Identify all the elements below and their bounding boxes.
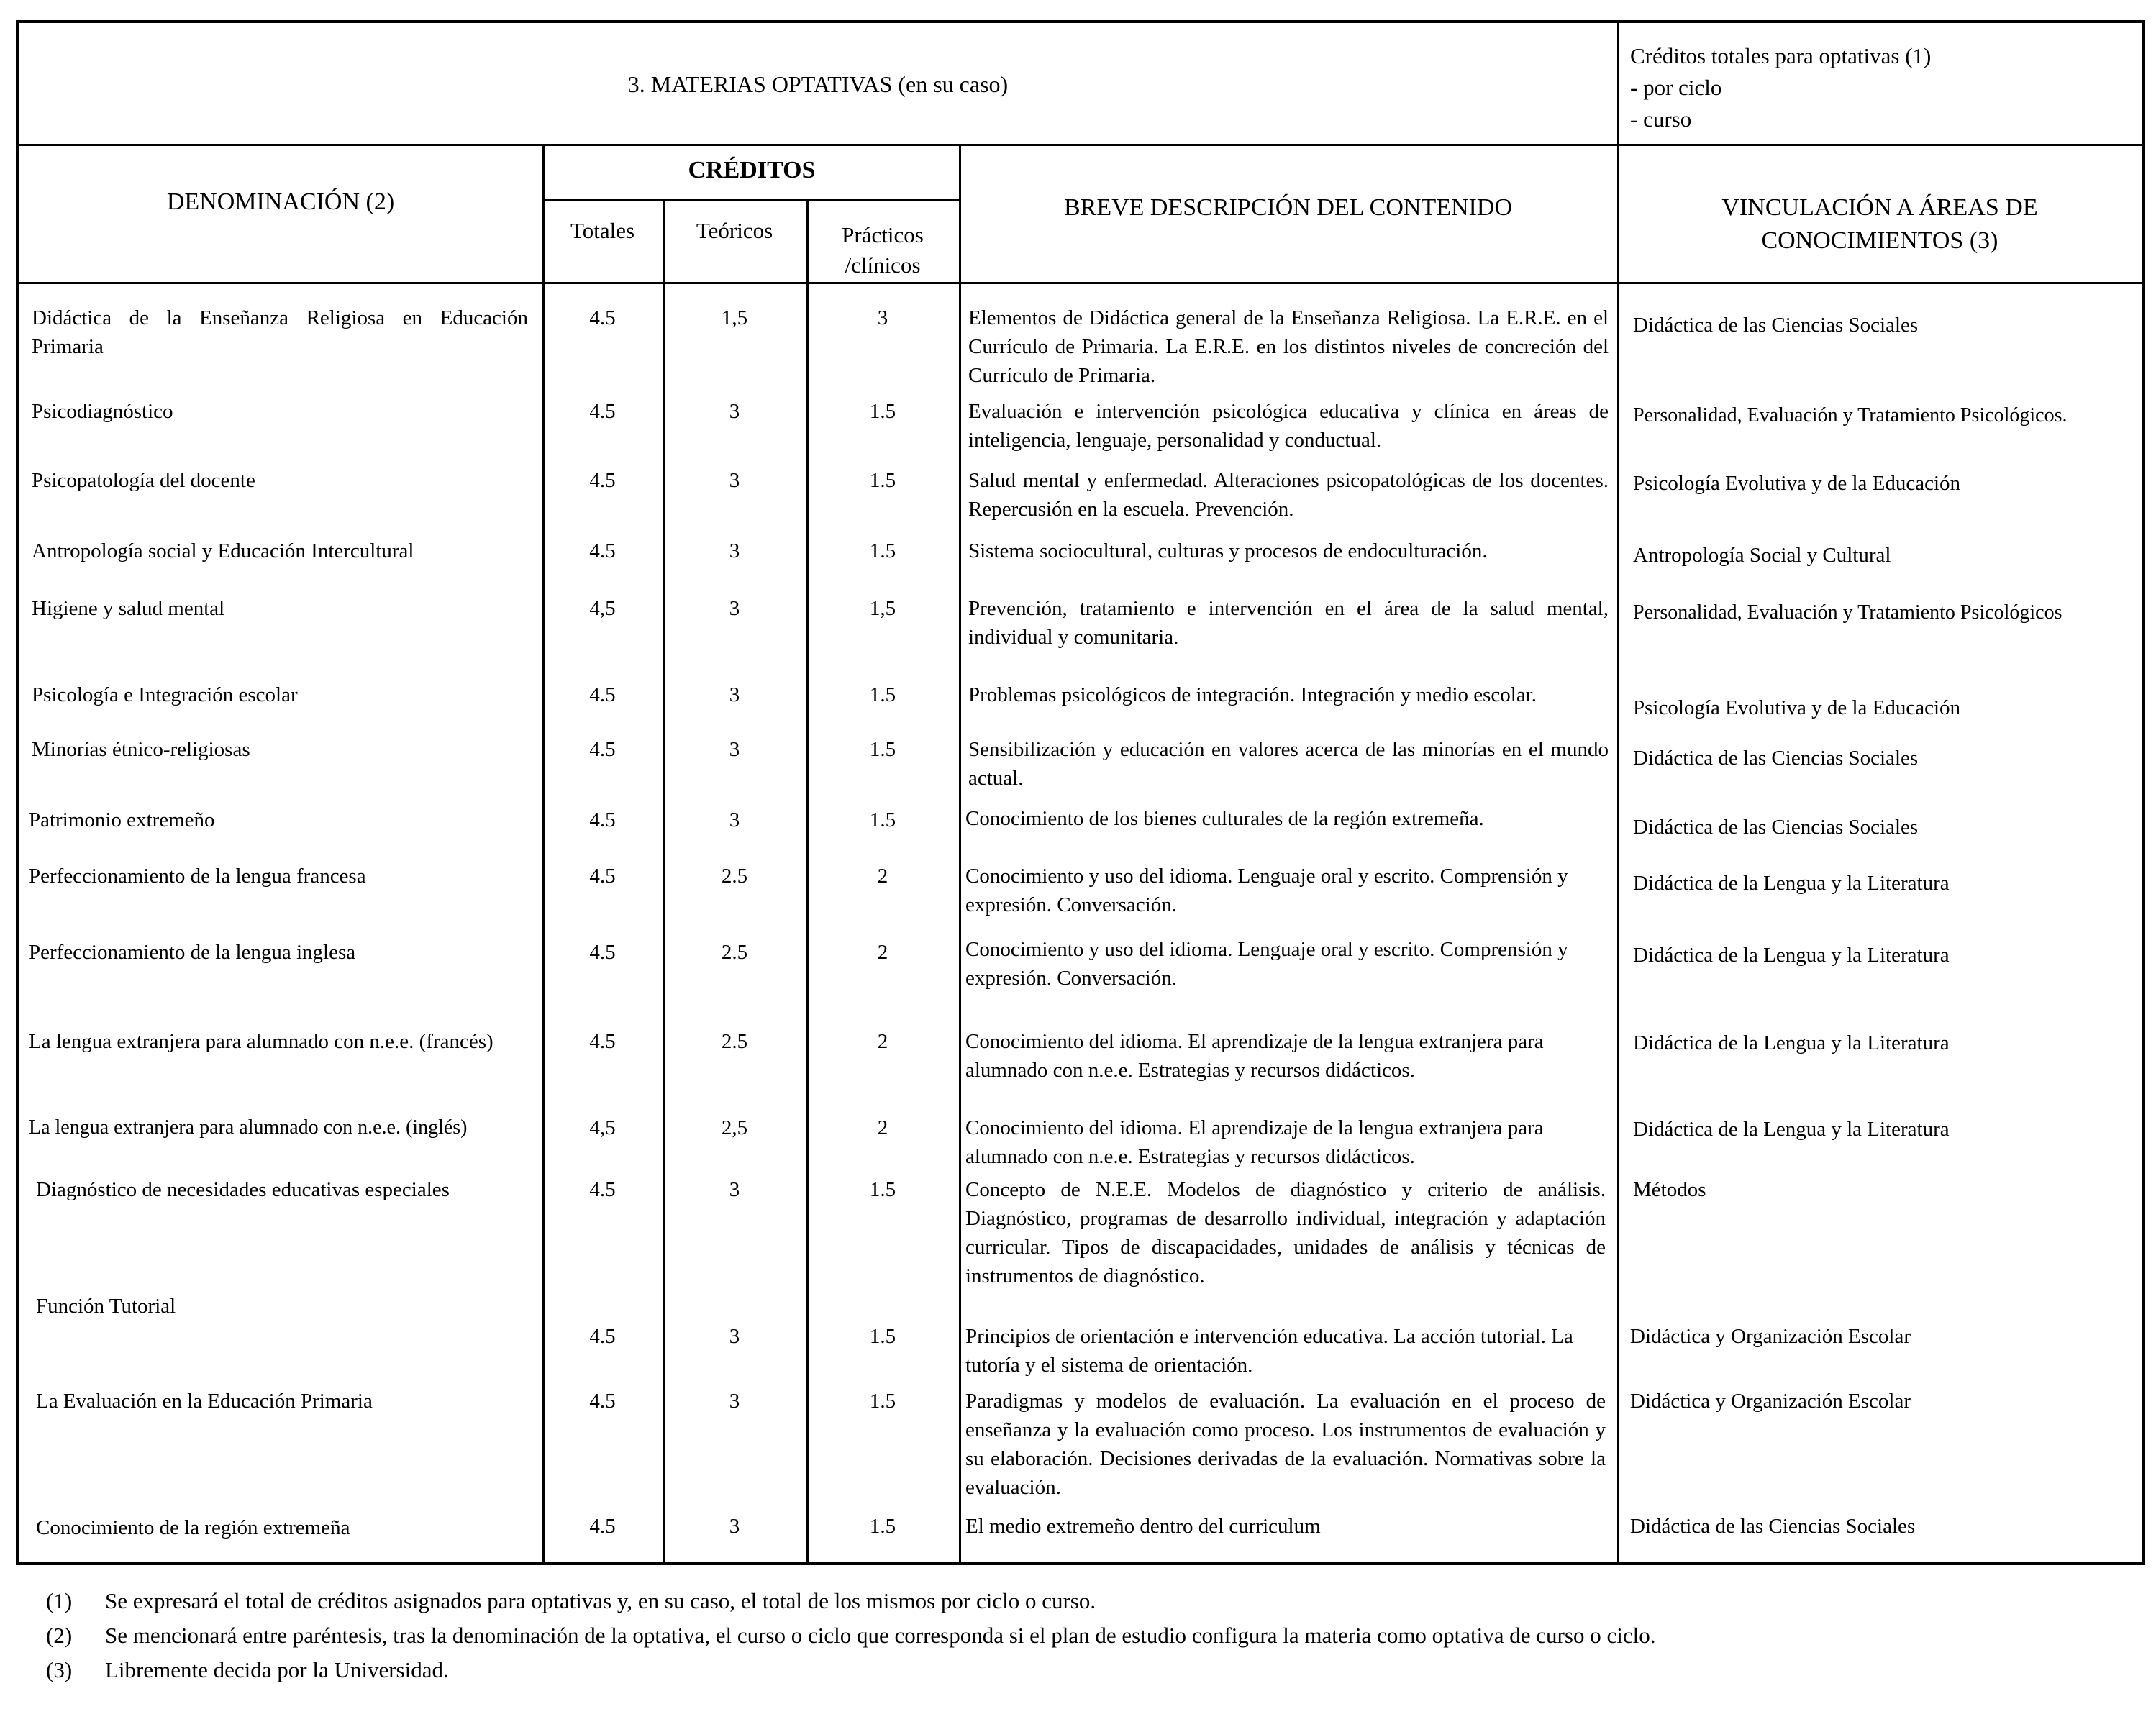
optional-subjects-table — [16, 20, 2145, 1565]
header-creditos: CRÉDITOS — [688, 157, 816, 183]
row-area: Didáctica de las Ciencias Sociales — [1633, 816, 1919, 839]
row-description: Conocimiento del idioma. El aprendizaje de la lengua extranjera para alumnado con n.e.e. Estrategias y recursos didácticos. — [965, 1116, 1544, 1168]
header-vinculacion-line2: CONOCIMIENTOS (3) — [1761, 227, 1998, 254]
header-vinculacion-line1: VINCULACIÓN A ÁREAS DE — [1721, 194, 2038, 221]
row-area: Métodos — [1633, 1178, 1706, 1201]
row-teoricos: 1,5 — [721, 306, 748, 329]
row-practicos: 1.5 — [869, 738, 896, 761]
row-area: Didáctica de la Lengua y la Literatura — [1633, 1031, 1950, 1054]
header-totales: Totales — [570, 218, 635, 243]
header-bottom-divider — [19, 282, 2142, 284]
row-area: Didáctica de las Ciencias Sociales — [1630, 1515, 1916, 1538]
row-name: Psicopatología del docente — [32, 469, 255, 492]
row-teoricos: 3 — [729, 469, 740, 492]
row-totales: 4.5 — [589, 1178, 616, 1201]
row-name: Antropología social y Educación Intercultural — [32, 539, 414, 562]
header-teoricos: Teóricos — [696, 218, 773, 243]
row-area: Didáctica de la Lengua y la Literatura — [1633, 1118, 1950, 1141]
footnote-text: Libremente decida por la Universidad. — [105, 1657, 449, 1682]
row-totales: 4.5 — [589, 469, 616, 492]
row-area: Didáctica de las Ciencias Sociales — [1633, 747, 1919, 770]
row-name: Psicodiagnóstico — [32, 400, 173, 423]
row-name: La lengua extranjera para alumnado con n.e.e. (inglés) — [29, 1116, 468, 1139]
row-teoricos: 3 — [729, 1325, 740, 1348]
credits-per-cycle-label: - por ciclo — [1630, 75, 1722, 100]
section-title: 3. MATERIAS OPTATIVAS (en su caso) — [627, 71, 1009, 97]
row-area: Didáctica de la Lengua y la Literatura — [1633, 944, 1950, 967]
row-teoricos: 3 — [729, 1178, 740, 1201]
row-totales: 4.5 — [589, 941, 616, 964]
row-totales: 4.5 — [589, 1515, 616, 1538]
row-practicos: 2 — [877, 941, 888, 964]
row-description: Concepto de N.E.E. Modelos de diagnóstico y criterio de análisis. Diagnóstico, programas de desarrollo individual, integración y adaptación curricular. Tipos de discapacidades, unidades de análisis y técnicas de instrumentos de diagnóstico. — [965, 1178, 1606, 1288]
row-name: Conocimiento de la región extremeña — [36, 1516, 350, 1539]
row-teoricos: 3 — [729, 597, 740, 620]
row-description: Principios de orientación e intervención educativa. La acción tutorial. La tutoría y el sistema de orientación. — [965, 1325, 1573, 1377]
row-teoricos: 3 — [729, 808, 740, 831]
row-description: Conocimiento y uso del idioma. Lenguaje oral y escrito. Comprensión y expresión. Conversación. — [965, 865, 1568, 916]
header-practicos-line1: Prácticos — [842, 222, 924, 247]
row-area: Didáctica de la Lengua y la Literatura — [1633, 872, 1950, 895]
row-description: Conocimiento de los bienes culturales de la región extremeña. — [965, 807, 1484, 830]
row-practicos: 1,5 — [869, 597, 896, 620]
row-name: Higiene y salud mental — [32, 597, 225, 620]
row-practicos: 1.5 — [869, 808, 896, 831]
row-totales: 4.5 — [589, 808, 616, 831]
row-totales: 4.5 — [589, 1325, 616, 1348]
row-area: Psicología Evolutiva y de la Educación — [1633, 472, 1961, 495]
col-divider-creditos — [959, 144, 961, 1565]
row-totales: 4.5 — [589, 1030, 616, 1053]
row-teoricos: 3 — [729, 683, 740, 706]
row-teoricos: 3 — [729, 738, 740, 761]
row-teoricos: 3 — [729, 400, 740, 423]
row-description: Salud mental y enfermedad. Alteraciones psicopatológicas de los docentes. Repercusión en la escuela. Prevención. — [968, 469, 1609, 521]
row-name: La lengua extranjera para alumnado con n.e.e. (francés) — [29, 1030, 493, 1053]
row-practicos: 1.5 — [869, 1390, 896, 1413]
row-teoricos: 2,5 — [721, 1116, 748, 1139]
row-name: Perfeccionamiento de la lengua francesa — [29, 865, 366, 888]
row-area: Didáctica y Organización Escolar — [1630, 1390, 1911, 1413]
title-row-divider — [19, 144, 2142, 146]
row-area: Didáctica de las Ciencias Sociales — [1633, 314, 1919, 337]
row-totales: 4.5 — [589, 683, 616, 706]
row-area: Psicología Evolutiva y de la Educación — [1633, 696, 1961, 719]
row-description: Prevención, tratamiento e intervención en el área de la salud mental, individual y comunitaria. — [968, 597, 1609, 649]
row-area: Antropología Social y Cultural — [1633, 544, 1891, 567]
row-name: Diagnóstico de necesidades educativas especiales — [36, 1178, 450, 1201]
row-practicos: 3 — [877, 306, 888, 329]
credits-total-box — [1630, 40, 1931, 135]
header-vinculacion — [1617, 191, 2142, 258]
row-practicos: 1.5 — [869, 539, 896, 562]
footnote-number: (1) — [46, 1588, 73, 1613]
footnotes — [46, 1584, 1655, 1687]
footnote-text: Se mencionará entre paréntesis, tras la denominación de la optativa, el curso o ciclo que corresponda si el plan de estudio configura la materia como optativa de curso o ciclo. — [105, 1623, 1656, 1648]
row-name: Función Tutorial — [36, 1295, 176, 1318]
row-practicos: 2 — [877, 865, 888, 888]
row-description: Evaluación e intervención psicológica educativa y clínica en áreas de inteligencia, lenguaje, personalidad y conductual. — [968, 400, 1609, 452]
footnote-number: (2) — [46, 1623, 73, 1648]
footnote-text: Se expresará el total de créditos asignados para optativas y, en su caso, el total de los mismos por ciclo o curso. — [105, 1588, 1096, 1613]
row-name: Patrimonio extremeño — [29, 808, 215, 831]
row-practicos: 2 — [877, 1030, 888, 1053]
row-teoricos: 3 — [729, 1390, 740, 1413]
row-description: Conocimiento y uso del idioma. Lenguaje oral y escrito. Comprensión y expresión. Conversación. — [965, 938, 1568, 990]
header-practicos — [806, 220, 959, 281]
row-description: Sensibilización y educación en valores acerca de las minorías en el mundo actual. — [968, 738, 1609, 790]
row-area: Personalidad, Evaluación y Tratamiento Psicológicos — [1633, 601, 2062, 624]
row-totales: 4,5 — [589, 1116, 616, 1139]
row-description: Sistema sociocultural, culturas y procesos de endoculturación. — [968, 539, 1488, 562]
credits-per-course-label: - curso — [1630, 106, 1692, 132]
row-description: Conocimiento del idioma. El aprendizaje de la lengua extranjera para alumnado con n.e.e. Estrategias y recursos didácticos. — [965, 1030, 1544, 1082]
header-descripcion: BREVE DESCRIPCIÓN DEL CONTENIDO — [1063, 194, 1512, 221]
row-description: El medio extremeño dentro del curriculum — [965, 1515, 1321, 1538]
row-practicos: 1.5 — [869, 469, 896, 492]
row-totales: 4,5 — [589, 597, 616, 620]
row-practicos: 1.5 — [869, 1178, 896, 1201]
footnote — [46, 1653, 1655, 1687]
row-totales: 4.5 — [589, 738, 616, 761]
row-name: Psicología e Integración escolar — [32, 683, 298, 706]
row-practicos: 1.5 — [869, 400, 896, 423]
row-practicos: 2 — [877, 1116, 888, 1139]
row-teoricos: 2.5 — [721, 941, 748, 964]
row-name: Didáctica de la Enseñanza Religiosa en Educación Primaria — [32, 306, 528, 358]
col-divider-descripcion — [1617, 144, 1619, 1565]
row-description: Problemas psicológicos de integración. Integración y medio escolar. — [968, 683, 1537, 706]
footnote — [46, 1618, 1655, 1653]
row-practicos: 1.5 — [869, 683, 896, 706]
row-teoricos: 3 — [729, 1515, 740, 1538]
footnote — [46, 1584, 1655, 1618]
row-totales: 4.5 — [589, 1390, 616, 1413]
row-totales: 4.5 — [589, 865, 616, 888]
row-name: Perfeccionamiento de la lengua inglesa — [29, 941, 356, 964]
header-practicos-line2: /clínicos — [845, 252, 921, 278]
creditos-subheader-divider — [542, 199, 961, 201]
row-description: Elementos de Didáctica general de la Enseñanza Religiosa. La E.R.E. en el Currículo de Primaria. La E.R.E. en los distintos niveles de concreción del Currículo de Primaria. — [968, 306, 1609, 387]
row-practicos: 1.5 — [869, 1325, 896, 1348]
row-area: Didáctica y Organización Escolar — [1630, 1325, 1911, 1348]
title-credits-divider — [1617, 23, 1619, 144]
row-name: La Evaluación en la Educación Primaria — [36, 1390, 373, 1413]
row-area: Personalidad, Evaluación y Tratamiento Psicológicos. — [1633, 404, 2068, 427]
row-practicos: 1.5 — [869, 1515, 896, 1538]
col-divider-denominacion — [542, 144, 545, 1565]
row-name: Minorías étnico-religiosas — [32, 738, 250, 761]
row-totales: 4.5 — [589, 400, 616, 423]
row-teoricos: 2.5 — [721, 865, 748, 888]
footnote-number: (3) — [46, 1657, 73, 1682]
row-teoricos: 2.5 — [721, 1030, 748, 1053]
header-denominacion: DENOMINACIÓN (2) — [166, 188, 395, 215]
row-teoricos: 3 — [729, 539, 740, 562]
credits-total-label: Créditos totales para optativas (1) — [1630, 43, 1932, 68]
row-totales: 4.5 — [589, 306, 616, 329]
row-description: Paradigmas y modelos de evaluación. La evaluación en el proceso de enseñanza y la evaluación como proceso. Los instrumentos de evaluación y su elaboración. Decisiones derivadas de la evaluación. Normativas sobre la evaluación. — [965, 1390, 1606, 1499]
row-totales: 4.5 — [589, 539, 616, 562]
